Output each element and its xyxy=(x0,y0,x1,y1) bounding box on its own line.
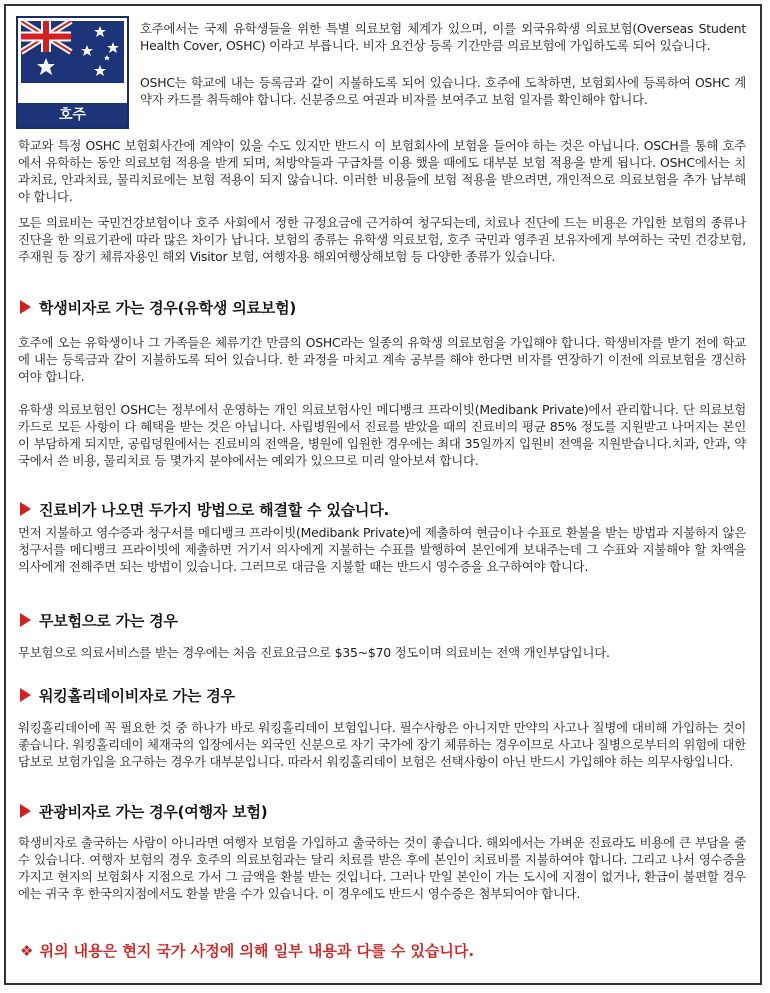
section-payment-methods-paragraph: 먼저 지불하고 영수증과 청구서를 메디뱅크 프라이빗(Medibank Private)에 제출하여 현금이나 수표로 환불을 받는 방법과 지불하지 않은 청구서를 메디뱅크 프라이빗에 제출하면 거기서 의사에게 지불하는 수표를 발행하여 본인에게 보내주는데 그 수표와 지불해야 할 차액을 의사에게 전해주면 되는 방법이 있습니다. 그러므로 대금을 지불할 때는 반드시 영수증을 요구하여야 합니다. xyxy=(18,525,746,574)
section-heading-student-visa: 학생비자로 가는 경우(유학생 의료보험) xyxy=(20,297,296,318)
section-student-visa-paragraph-1: 호주에 오는 유학생이나 그 가족들은 체류기간 만큼의 OSHC라는 일종의 유학생 의료보험을 가입해야 합니다. 학생비자를 받기 전에 학교에 내는 등록금과 같이 지불하도록 되어 있습니다. 한 과정을 마치고 계속 공부를 해야 한다면 비자를 연장하기 이전에 의료보험을 갱신하여야 합니다. xyxy=(18,335,746,384)
flag-country-label: 호주 xyxy=(18,103,127,127)
body-paragraph-1: 학교와 특정 OSHC 보험회사간에 계약이 있을 수도 있지만 반드시 이 보험회사에 보험을 들어야 하는 것은 아닙니다. OSCH를 통해 호주에서 유학하는 동안 의료보험 적용을 받게 되며, 처방약들과 구급차를 이용 했을 때에도 대부분 보험 적용을 받게 됩니다. OSHC에서는 치과치료, 안과치료, 물리치료에는 보험 적용이 되지 않습니다. 이러한 비용들에 보험 적용을 받으려면, 개인적으로 의료보험을 추가 납부해야 합니다. xyxy=(18,138,746,204)
disclaimer-notice: ❖ 위의 내용은 현지 국가 사정에 의해 일부 내용과 다를 수 있습니다. xyxy=(20,942,475,960)
section-student-visa-paragraph-2: 유학생 의료보험인 OSHC는 정부에서 운영하는 개인 의료보험사인 메디뱅크 프라이빗(Medibank Private)에서 관리합니다. 단 의료보험카드로 모든 사항이 다 혜택을 받는 것은 아닙니다. 사립병원에서 진료를 받았을 때의 진료비의 평균 85% 정도를 지원받고 나머지는 본인이 부담하게 되지만, 공립덩원에서는 진료비의 전액을, 병원에 입원한 경우에는 최대 35일까지 입원비 전액을 지원받습니다.치과, 안과, 약국에서 쓴 비용, 물리치료 등 몇가지 분야에서는 예외가 있으므로 미리 알아보셔 합니다. xyxy=(18,402,746,468)
section-heading-uninsured: 무보험으로 가는 경우 xyxy=(20,610,178,631)
intro-paragraph-1: 호주에서는 국제 유학생들을 위한 특별 의료보험 체계가 있으며, 이를 외국유학생 의료보험(Overseas Student Health Cover, OSHC) 이라고 부릅니다. 비자 요건상 등록 기간만큼 의료보험에 가입하도록 되어 있습니다. xyxy=(140,21,746,53)
triangle-bullet-icon xyxy=(20,688,31,702)
section-heading-working-holiday: 워킹홀리데이비자로 가는 경우 xyxy=(20,685,235,706)
section-working-holiday-paragraph: 워킹홀리데이에 꼭 필요한 것 중 하나가 바로 워킹홀리데이 보험입니다. 필수사항은 아니지만 만약의 사고나 질병에 대비해 가입하는 것이 좋습니다. 워킹홀리데이 체재국의 입장에서는 외국인 신분으로 자기 국가에 장기 체류하는 경우이므로 사고나 질병으로부터의 위험에 대한 담보로 보험가입을 요구하는 경우가 대부분입니다. 따라서 워킹홀리데이 보험은 선택사항이 아닌 반드시 가입해야 하는 의무사항입니다. xyxy=(18,720,746,769)
intro-paragraph-2: OSHC는 학교에 내는 등록금과 같이 지불하도록 되어 있습니다. 호주에 도착하면, 보험회사에 등록하여 OSHC 계약자 카드를 취득해야 합니다. 신분증으로 여권과 비자를 보여주고 보험 일자를 확인해야 합니다. xyxy=(140,75,746,107)
triangle-bullet-icon xyxy=(20,804,31,818)
triangle-bullet-icon xyxy=(20,300,31,314)
australia-flag-icon xyxy=(21,21,124,83)
triangle-bullet-icon xyxy=(20,502,31,516)
section-heading-tourist-visa: 관광비자로 가는 경우(여행자 보험) xyxy=(20,801,267,822)
section-tourist-visa-paragraph: 학생비자로 출국하는 사람이 아니라면 여행자 보험을 가입하고 출국하는 것이 좋습니다. 해외에서는 가벼운 진료라도 비용에 큰 부담을 줄 수 있습니다. 여행자 보험의 경우 호주의 의료보험과는 달리 치료를 받은 후에 본인이 치료비를 지불하여야 합니다. 그리고 나서 영수증을 가지고 현지의 보험회사 지점으로 가서 그 금액을 환불 받는 것입니다. 그러나 만일 본인이 가는 도시에 지점이 없거나, 환급이 불편할 경우에는 귀국 후 한국의지점에서도 환불 받을 수가 있습니다. 이 경우에도 반드시 영수증은 첨부되어야 합니다. xyxy=(18,835,746,901)
diamond-bullet-icon: ❖ xyxy=(20,942,34,960)
triangle-bullet-icon xyxy=(20,613,31,627)
section-uninsured-paragraph: 무보험으로 의료서비스를 받는 경우에는 처음 진료요금으로 $35~$70 정도이며 의료비는 전액 개인부담입니다. xyxy=(18,645,610,660)
body-paragraph-2: 모든 의료비는 국민건강보험이나 호주 사회에서 정한 규정요금에 근거하여 청구되는데, 치료나 진단에 드는 비용은 가입한 보험의 종류나 진단을 한 의료기관에 따라 많은 차이가 납니다. 보험의 종류는 유학생 의료보험, 호주 국민과 영주권 보유자에게 부여하는 국민 건강보험, 주재원 등 장기 체류자용인 해외 Visitor 보험, 여행자용 해외여행상해보험 등 다양한 종류가 있습니다. xyxy=(18,215,746,264)
flag-box xyxy=(16,16,129,129)
section-heading-payment-methods: 진료비가 나오면 두가지 방법으로 해결할 수 있습니다. xyxy=(20,499,389,520)
